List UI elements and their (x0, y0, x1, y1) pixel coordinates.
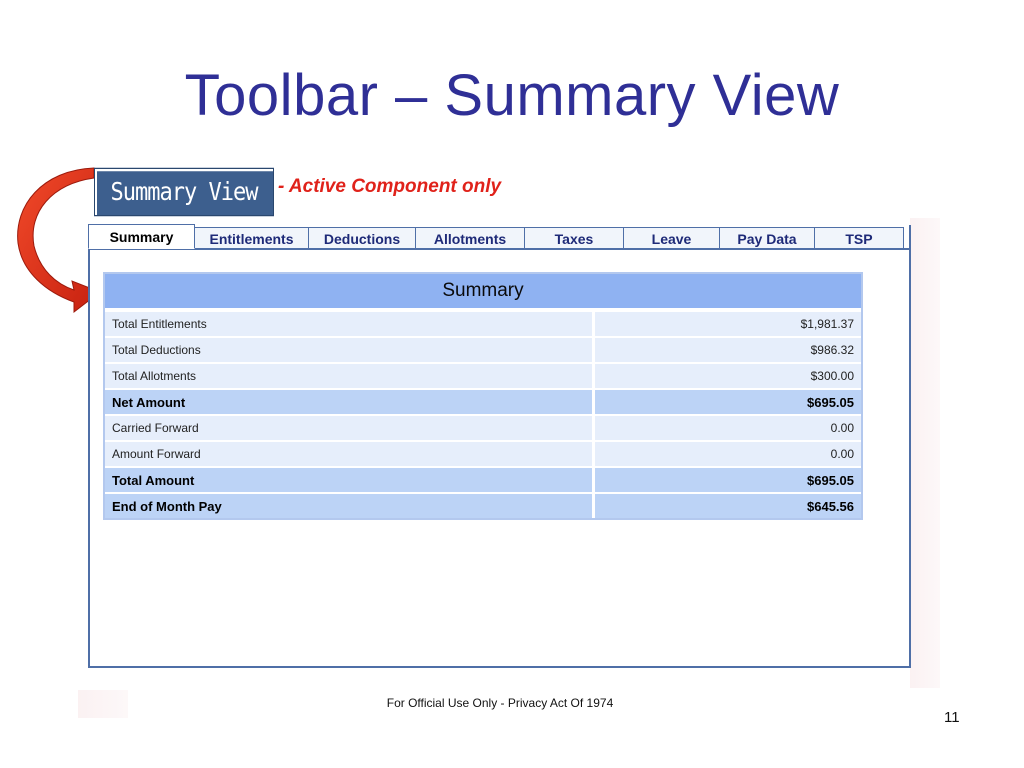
table-row (105, 388, 861, 414)
row-value: $300.00 (810, 369, 854, 383)
tab-pay-data[interactable]: Pay Data (719, 227, 815, 249)
table-row (105, 336, 861, 362)
summary-header: Summary (105, 274, 861, 310)
row-label: Amount Forward (105, 442, 595, 466)
footer-note: For Official Use Only - Privacy Act Of 1974 (386, 696, 614, 710)
table-row (105, 440, 861, 466)
row-value: $695.05 (807, 472, 854, 488)
tab-allotments[interactable]: Allotments (415, 227, 525, 249)
row-value: $645.56 (807, 498, 854, 514)
page-number: 11 (944, 709, 960, 726)
tab-taxes[interactable]: Taxes (524, 227, 624, 249)
row-label: Total Entitlements (105, 312, 595, 336)
summary-table (103, 272, 863, 520)
tab-underline (88, 248, 909, 250)
row-label: Carried Forward (105, 416, 595, 440)
row-value: $1,981.37 (800, 317, 854, 331)
tab-leave[interactable]: Leave (623, 227, 720, 249)
table-row (105, 492, 861, 518)
summary-view-badge: Summary View (94, 168, 274, 216)
row-value: 0.00 (830, 447, 854, 461)
tab-summary[interactable]: Summary (88, 224, 195, 249)
row-value: $986.32 (810, 343, 854, 357)
tab-deductions[interactable]: Deductions (308, 227, 416, 249)
slide-title: Toolbar – Summary View (184, 63, 840, 128)
active-component-note: - Active Component only (278, 176, 502, 197)
row-label: Total Amount (105, 468, 595, 492)
row-label: Total Deductions (105, 338, 595, 362)
row-label: Total Allotments (105, 364, 595, 388)
table-row (105, 414, 861, 440)
tab-entitlements[interactable]: Entitlements (194, 227, 309, 249)
row-label: Net Amount (105, 390, 595, 414)
table-row (105, 310, 861, 336)
row-label: End of Month Pay (105, 494, 595, 518)
toolbar-tabs (88, 225, 909, 249)
tab-tsp[interactable]: TSP (814, 227, 904, 249)
row-value: $695.05 (807, 394, 854, 410)
table-row (105, 362, 861, 388)
table-row (105, 466, 861, 492)
row-value: 0.00 (830, 421, 854, 435)
